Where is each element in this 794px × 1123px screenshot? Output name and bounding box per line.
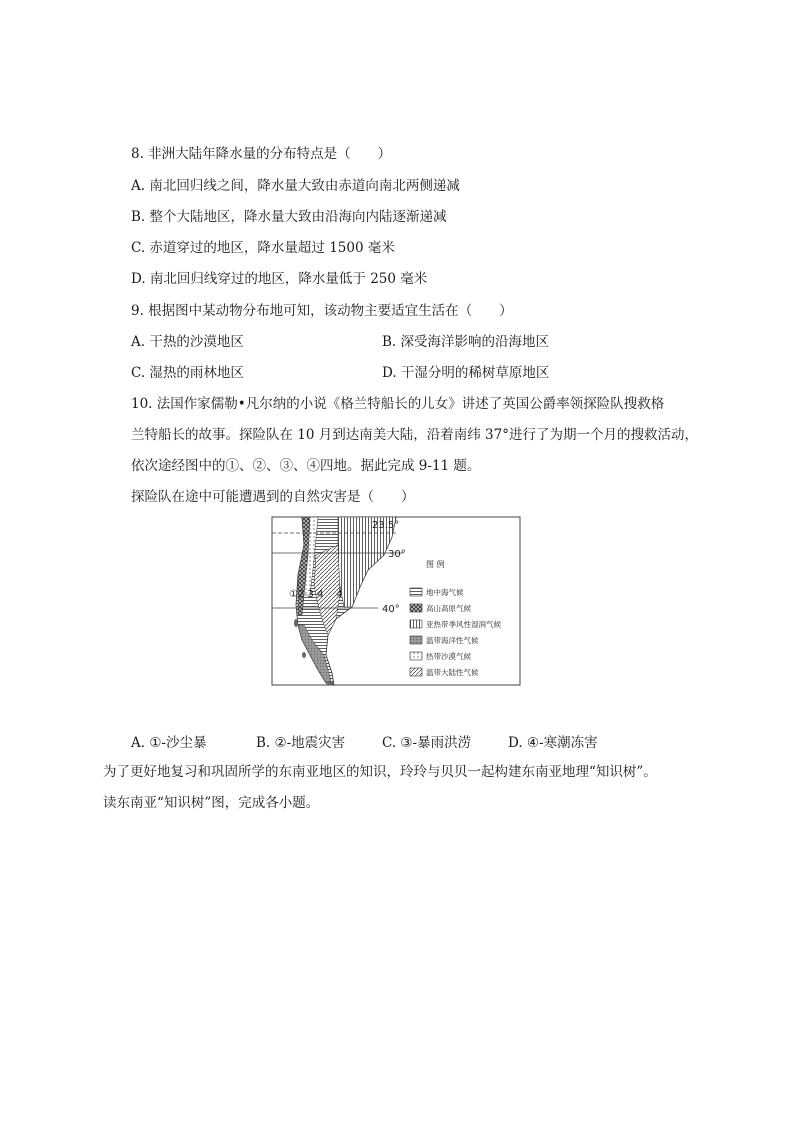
question-8-stem: 8. 非洲大陆年降水量的分布特点是（ ） bbox=[131, 146, 392, 162]
latitude-30-label: 30° bbox=[388, 549, 406, 560]
question-9-option-d: D. 干湿分明的稀树草原地区 bbox=[382, 365, 550, 381]
legend-title: 图 例 bbox=[426, 560, 445, 569]
question-9-option-b: B. 深受海洋影响的沿海地区 bbox=[382, 334, 550, 350]
legend-subtropical-humid: 亚热带季风性湿润气候 bbox=[426, 620, 501, 629]
question-10-text-line-2: 兰特船长的故事。探险队在 10 月到达南美大陆，沿着南纬 37°进行了为期一个月的搜救活动， bbox=[131, 427, 698, 443]
question-10-option-a: A. ①-沙尘暴 bbox=[131, 735, 207, 751]
question-8-option-c: C. 赤道穿过的地区，降水量超过 1500 毫米 bbox=[131, 240, 395, 256]
question-9-option-a: A. 干热的沙漠地区 bbox=[131, 334, 244, 350]
question-9-stem: 9. 根据图中某动物分布地可知，该动物主要适宜生活在（ ） bbox=[131, 303, 513, 319]
question-10-stem: 探险队在途中可能遭遇到的自然灾害是（ ） bbox=[131, 489, 415, 505]
legend-highland: 高山高原气候 bbox=[426, 604, 471, 613]
south-america-climate-map bbox=[268, 515, 525, 687]
question-10-text-line-3: 依次途经图中的①、②、③、④四地。据此完成 9-11 题。 bbox=[131, 458, 481, 474]
legend-temperate-continental: 温带大陆性气候 bbox=[426, 668, 479, 677]
latitude-23-5-label: 23.5° bbox=[372, 520, 400, 531]
question-8-option-a: A. 南北回归线之间，降水量大致由赤道向南北两侧递减 bbox=[131, 178, 460, 194]
intro-line-2: 读东南亚“知识树”图，完成各小题。 bbox=[103, 795, 320, 811]
route-point-4-label: 4 bbox=[336, 589, 343, 600]
legend-mediterranean: 地中海气候 bbox=[426, 588, 464, 597]
map-svg bbox=[268, 515, 525, 687]
question-8-option-b: B. 整个大陆地区，降水量大致由沿海向内陆逐渐递减 bbox=[131, 209, 447, 225]
legend-temperate-maritime: 温带海洋性气候 bbox=[426, 636, 479, 645]
question-10-option-b: B. ②-地震灾害 bbox=[256, 735, 346, 751]
question-10-option-c: C. ③-暴雨洪涝 bbox=[382, 735, 472, 751]
question-10-option-d: D. ④-寒潮冻害 bbox=[508, 735, 598, 751]
latitude-40-label: 40° bbox=[382, 604, 400, 615]
legend-tropical-desert: 热带沙漠气候 bbox=[426, 652, 471, 661]
question-9-option-c: C. 湿热的雨林地区 bbox=[131, 365, 244, 381]
intro-line-1: 为了更好地复习和巩固所学的东南亚地区的知识，玲玲与贝贝一起构建东南亚地理“知识树”。 bbox=[103, 764, 657, 780]
question-10-text-line-1: 10. 法国作家儒勒•凡尔纳的小说《格兰特船长的儿女》讲述了英国公爵率领探险队搜救格 bbox=[131, 396, 665, 412]
route-points-label: ①2 3 4 bbox=[289, 589, 324, 600]
question-8-option-d: D. 南北回归线穿过的地区，降水量低于 250 毫米 bbox=[131, 271, 428, 287]
